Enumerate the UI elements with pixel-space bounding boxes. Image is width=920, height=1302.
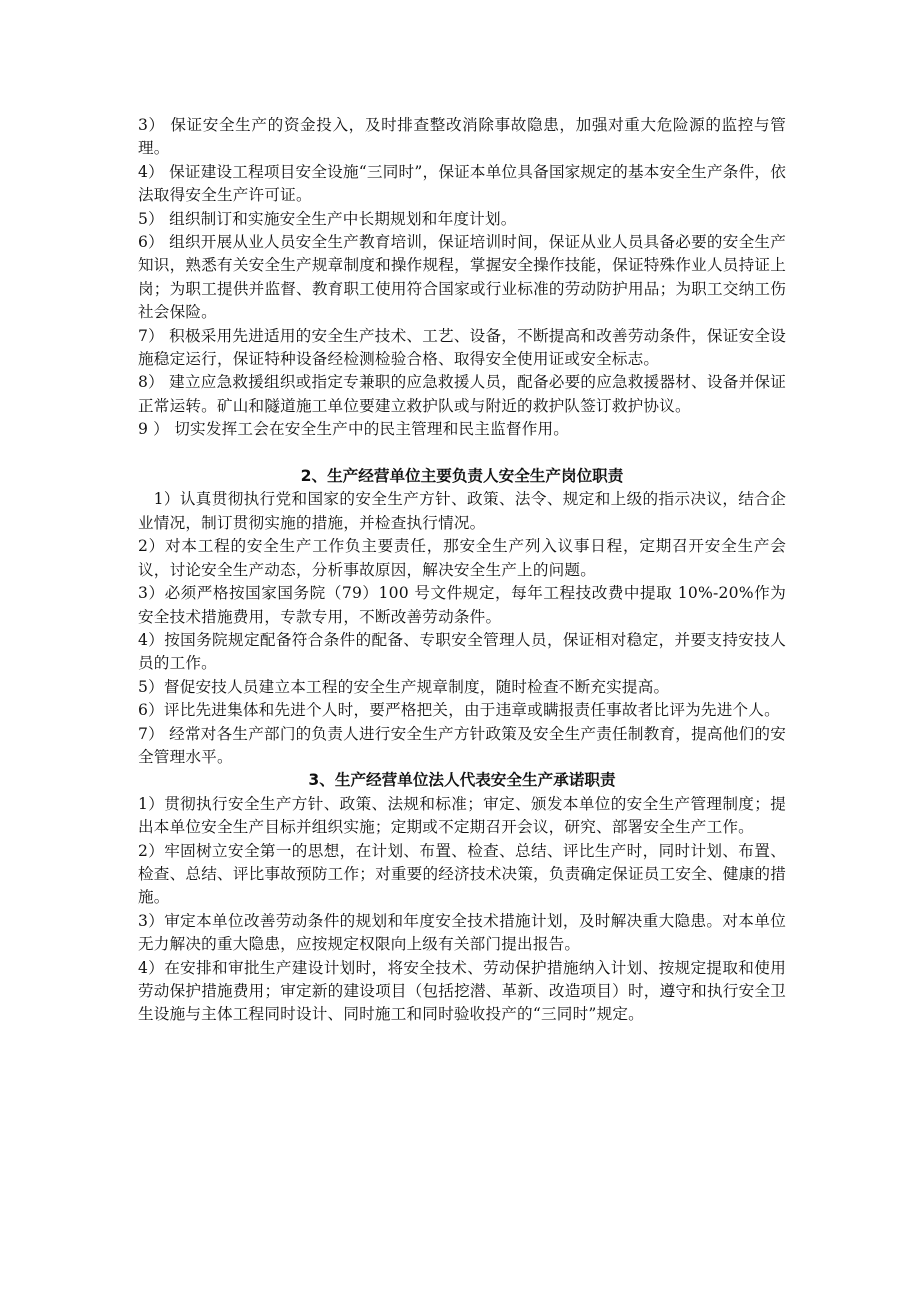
section-2-heading: 2、生产经营单位主要负责人安全生产岗位职责 bbox=[300, 467, 624, 486]
section-3-heading: 3、生产经营单位法人代表安全生产承诺职责 bbox=[308, 771, 616, 790]
section-2-item-1: 1）认真贯彻执行党和国家的安全生产方针、政策、法令、规定和上级的指示决议，结合企业情况，制订贯彻实施的措施，并检查执行情况。 bbox=[138, 490, 786, 532]
paragraph-item-8: 8） 建立应急救援组织或指定专兼职的应急救援人员，配备必要的应急救援器材、设备并保证正常运转。矿山和隧道施工单位要建立救护队或与附近的救护队签订救护协议。 bbox=[138, 373, 786, 415]
paragraph-item-6: 6） 组织开展从业人员安全生产教育培训，保证培训时间，保证从业人员具备必要的安全生产知识，熟悉有关安全生产规章制度和操作规程，掌握安全操作技能，保证特殊作业人员持证上岗；为职工提供并监督、教育职工使用符合国家或行业标准的劳动防护用品；为职工交纳工伤社会保险。 bbox=[138, 233, 786, 322]
section-3-item-2: 2）牢固树立安全第一的思想，在计划、布置、检查、总结、评比生产时，同时计划、布置、检查、总结、评比事故预防工作；对重要的经济技术决策，负责确定保证员工安全、健康的措施。 bbox=[138, 841, 786, 907]
section-3-item-4: 4）在安排和审批生产建设计划时，将安全技术、劳动保护措施纳入计划、按规定提取和使用劳动保护措施费用；审定新的建设项目（包括挖潜、革新、改造项目）时，遵守和执行安全卫生设施与主体工程同时设计、同时施工和同时验收投产的“三同时”规定。 bbox=[138, 958, 786, 1024]
section-2-item-4: 4）按国务院规定配备符合条件的配备、专职安全管理人员，保证相对稳定，并要支持安技人员的工作。 bbox=[138, 630, 786, 673]
section-2-item-2: 2）对本工程的安全生产工作负主要责任，那安全生产列入议事日程，定期召开安全生产会议，讨论安全生产动态，分析事故原因，解决安全生产上的问题。 bbox=[138, 537, 786, 579]
section-2-item-7: 7） 经常对各生产部门的负责人进行安全生产方针政策及安全生产责任制教育，提高他们的安全管理水平。 bbox=[138, 724, 786, 766]
section-2-item-3: 3）必须严格按国家国务院（79）100 号文件规定，每年工程技改费中提取 10%-20%作为安全技术措施费用，专款专用，不断改善劳动条件。 bbox=[138, 584, 786, 626]
section-3-item-1: 1）贯彻执行安全生产方针、政策、法规和标准；审定、颁发本单位的安全生产管理制度；提出本单位安全生产目标并组织实施；定期或不定期召开会议，研究、部署安全生产工作。 bbox=[138, 794, 786, 837]
paragraph-item-9: 9 ） 切实发挥工会在安全生产中的民主管理和民主监督作用。 bbox=[138, 420, 570, 439]
paragraph-item-3: 3） 保证安全生产的资金投入，及时排查整改消除事故隐患，加强对重大危险源的监控与管理。 bbox=[138, 116, 786, 158]
paragraph-item-4: 4） 保证建设工程项目安全设施“三同时”，保证本单位具备国家规定的基本安全生产条件，依法取得安全生产许可证。 bbox=[138, 162, 786, 205]
section-2-item-5: 5）督促安技人员建立本工程的安全生产规章制度，随时检查不断充实提高。 bbox=[138, 677, 670, 696]
paragraph-item-7: 7） 积极采用先进适用的安全生产技术、工艺、设备，不断提高和改善劳动条件，保证安全设施稳定运行，保证特种设备经检测检验合格、取得安全使用证或安全标志。 bbox=[138, 326, 786, 369]
paragraph-item-5: 5） 组织制订和实施安全生产中长期规划和年度计划。 bbox=[138, 209, 517, 228]
section-3-item-3: 3）审定本单位改善劳动条件的规划和年度安全技术措施计划，及时解决重大隐患。对本单位无力解决的重大隐患，应按规定权限向上级有关部门提出报告。 bbox=[138, 911, 786, 954]
blank-line bbox=[138, 442, 786, 465]
section-2-item-6: 6）评比先进集体和先进个人时，要严格把关，由于违章或瞒报责任事故者比评为先进个人。 bbox=[138, 701, 780, 720]
